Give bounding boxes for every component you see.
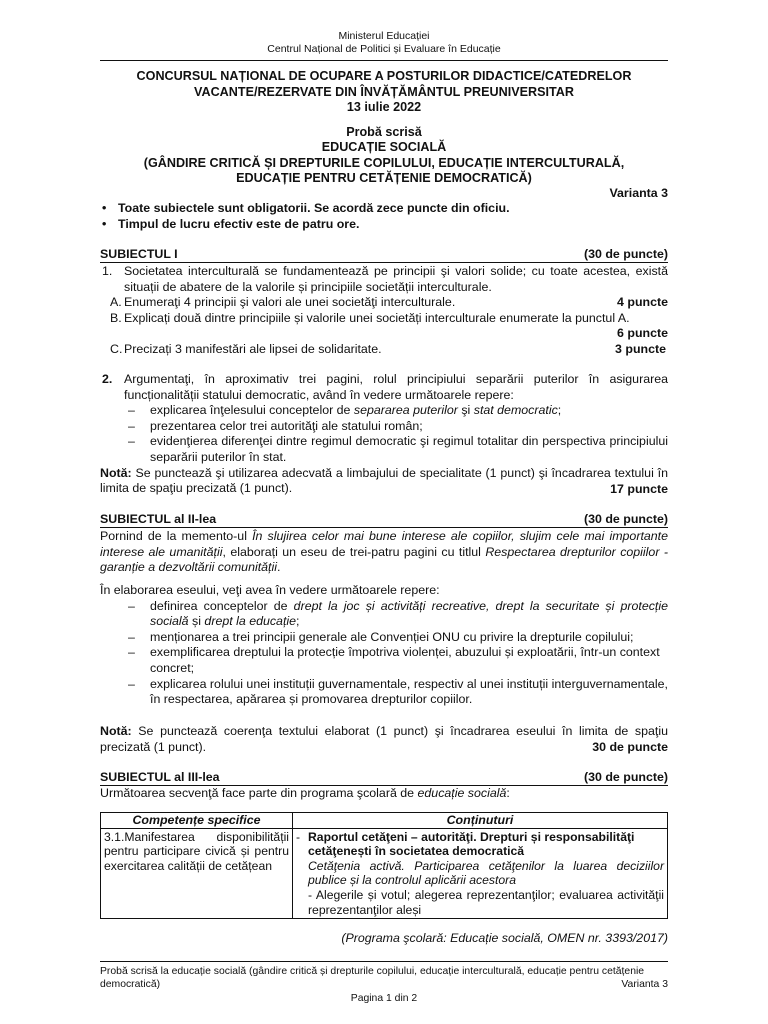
subject-2-total: 30 de puncte [592, 740, 668, 754]
subject-1-points: (30 de puncte) [584, 247, 668, 261]
table-header-row [101, 813, 668, 829]
part-a-points: 4 puncte [617, 295, 668, 310]
s2-point-1-end: ; [296, 614, 300, 629]
q2-text: Argumentaţi, în aproximativ trei pagini, rolul principiului separării puterilor în asigurarea funcționalității statului democratic, având în vedere următoarele repere: [124, 372, 668, 402]
page-header [0, 30, 768, 56]
q2-points: 17 puncte [610, 482, 668, 496]
ministry-name: Ministerul Educației [338, 30, 430, 42]
rule-item: • Timpul de lucru efectiv este de patru ore. [100, 217, 668, 233]
title-line-1: CONCURSUL NAȚIONAL DE OCUPARE A POSTURILOR DIDACTICE/CATEDRELOR [136, 69, 632, 83]
content-bold: Raportul cetăţeni – autorităţi. Drepturi și responsabilităţi cetăţenești în societatea democratică [308, 829, 635, 859]
footer-text: Probă scrisă la educație socială (gândire critică și drepturile copilului, educație interculturală, educație pentru cetățenie democratică) [100, 966, 645, 990]
content-normal: - Alegerile și votul; alegerea reprezentanţilor; evaluarea activităţii reprezentanţilor aleși [308, 887, 664, 917]
q2-point-1-end: ; [557, 403, 562, 418]
s2-point-1-term-2: drept la educație [204, 614, 297, 629]
q2-point-2: – prezentarea celor trei autorităţi ale statului român; [100, 419, 668, 435]
column-header: Conținuturi [293, 813, 668, 829]
intro-end: : [506, 786, 510, 800]
content-italic: Cetăţenia activă. Participarea cetăţenilor la luarea deciziilor publice și la controlul aplicării acestora [308, 858, 664, 888]
part-c-points: 3 puncte [615, 341, 666, 356]
subject-2-note [100, 724, 668, 755]
subject-1-title: SUBIECTUL I [100, 247, 178, 261]
part-c-text: Precizați 3 manifestări ale lipsei de solidaritate. [124, 341, 382, 356]
exam-rules [100, 201, 668, 233]
content-dash: - [296, 829, 301, 844]
part-a-text: Enumeraţi 4 principii şi valori ale unei societăţi interculturale. [124, 295, 456, 310]
q2-point-1-term-2: stat democratic [473, 403, 558, 418]
intro-text: Pornind de la memento-ul [100, 529, 253, 543]
intro-subject: educație socială [417, 786, 507, 800]
subject-2-repere [100, 583, 668, 708]
q1-number: 1. [102, 264, 113, 278]
q2-point-1-term-1: separarea puterilor [353, 403, 458, 418]
exam-type: Probă scrisă [346, 124, 422, 139]
q1-text: Societatea interculturală se fundamentează pe principii şi valori solide; cu toate acestea, există situații de abatere de la valorile și principiile societății interculturale. [124, 264, 668, 294]
subject-2-points: (30 de puncte) [584, 512, 668, 526]
intro-quote: În slujirea celor mai bune interese ale copiilor, slujim cele mai importante interese ale umanității [100, 529, 669, 559]
subject-3-heading [100, 770, 668, 786]
content-heading [296, 830, 664, 859]
subject-2-heading [100, 512, 668, 528]
q2-point-1-conj: şi [457, 403, 474, 418]
column-header: Competențe specifice [101, 813, 293, 829]
curriculum-table [100, 812, 668, 919]
intro-mid: , elaborați un eseu de trei-patru pagini cu titlul [222, 544, 486, 559]
header-divider [100, 60, 668, 61]
essay-title: Respectarea drepturilor copiilor - garanție a dezvoltării comunității [100, 544, 668, 575]
note-label: Notă: [100, 724, 132, 738]
s2-point-2: – menționarea a trei principii generale ale Convenției ONU cu privire la drepturile copilului; [100, 630, 668, 646]
subject-1-heading [100, 247, 668, 263]
q2-note [100, 466, 668, 497]
part-b-points: 6 puncte [617, 326, 668, 341]
footer-divider [100, 961, 668, 962]
q2-point-3: – evidenţierea diferenţei dintre regimul democratic şi regimul totalitar din perspectiva principiului separării puterilor în stat. [100, 434, 668, 465]
subject-1-question-2 [100, 372, 668, 497]
page-number: Pagina 1 din 2 [350, 993, 418, 1004]
intro-text: Următoarea secvenţă face parte din programa şcolară de [100, 786, 418, 800]
subject-2-intro [100, 529, 668, 576]
s2-point-1 [100, 599, 668, 630]
subject-3-points: (30 de puncte) [584, 770, 668, 784]
content-cell [293, 828, 668, 919]
variant-label: Varianta 3 [609, 186, 668, 200]
s2-point-1-text: definirea conceptelor de [150, 598, 294, 613]
note-label: Notă: [100, 465, 132, 480]
table-row [101, 828, 668, 919]
s2-point-4: – explicarea rolului unei instituții guvernamentale, respectiv al unei instituții interguvernamentale, în respectarea, apărarea și promovarea drepturilor copiilor. [100, 677, 668, 708]
q2-point-1-text: explicarea înţelesului conceptelor de [150, 403, 354, 418]
part-b-text: Explicați două dintre principiile și valorile unei societăți interculturale enumerate la punctul A. [124, 310, 630, 325]
title-line-2: VACANTE/REZERVATE DIN ÎNVĂȚĂMÂNTUL PREUNIVERSITAR [194, 84, 574, 99]
subject-3-intro [100, 786, 668, 802]
exam-title [100, 69, 668, 187]
q2-point-1 [100, 403, 668, 419]
intro-end: . [277, 560, 281, 575]
center-name: Centrul Național de Politici și Evaluare în Educație [267, 43, 501, 55]
title-date: 13 iulie 2022 [346, 100, 422, 114]
repere-intro: În elaborarea eseului, veţi avea în vedere următoarele repere: [100, 583, 440, 597]
q1-part-c [100, 342, 668, 358]
part-a-label: A. [110, 295, 122, 310]
subject-detail-1: (GÂNDIRE CRITICĂ ȘI DREPTURILE COPILULUI, EDUCAȚIE INTERCULTURALĂ, [143, 155, 625, 170]
note-text: Se punctează şi utilizarea adecvată a limbajului de specialitate (1 punct) şi încadrarea textului în limita de spaţiu precizată (1 punct). [100, 465, 668, 496]
s2-point-1-term-1: drept la joc și activități recreative, drept la securitate și protecție socială [150, 598, 669, 629]
s2-point-3: – exemplificarea dreptului la protecție împotriva violenței, abuzului și exploatării, într-un context concret; [100, 645, 668, 676]
exam-subject: EDUCAȚIE SOCIALĂ [321, 140, 447, 154]
q2-number: 2. [102, 372, 113, 386]
curriculum-source: (Programa şcolară: Educație socială, OMEN nr. 3393/2017) [341, 931, 668, 945]
q1-part-b [100, 311, 668, 327]
part-c-label: C. [110, 341, 123, 356]
rule-item: • Toate subiectele sunt obligatorii. Se acordă zece puncte din oficiu. [100, 201, 668, 217]
part-b-label: B. [110, 310, 122, 325]
subject-1-question-1 [100, 264, 668, 358]
subject-2-title: SUBIECTUL al II-lea [100, 512, 217, 526]
subject-detail-2: EDUCAȚIE PENTRU CETĂȚENIE DEMOCRATICĂ) [236, 171, 532, 185]
footer-variant: Varianta 3 [621, 978, 668, 990]
subject-3-title: SUBIECTUL al III-lea [100, 770, 220, 784]
competence-cell: 3.1.Manifestarea disponibilității pentru participare civică și pentru exercitarea calității de cetățean [101, 828, 293, 919]
page-footer [100, 966, 668, 991]
note-text: Se punctează coerenţa textului elaborat (1 punct) şi încadrarea eseului în limita de spaţiu precizată (1 punct). [100, 724, 668, 754]
q1-part-a [100, 295, 668, 311]
s2-point-1-conj: și [188, 614, 205, 629]
